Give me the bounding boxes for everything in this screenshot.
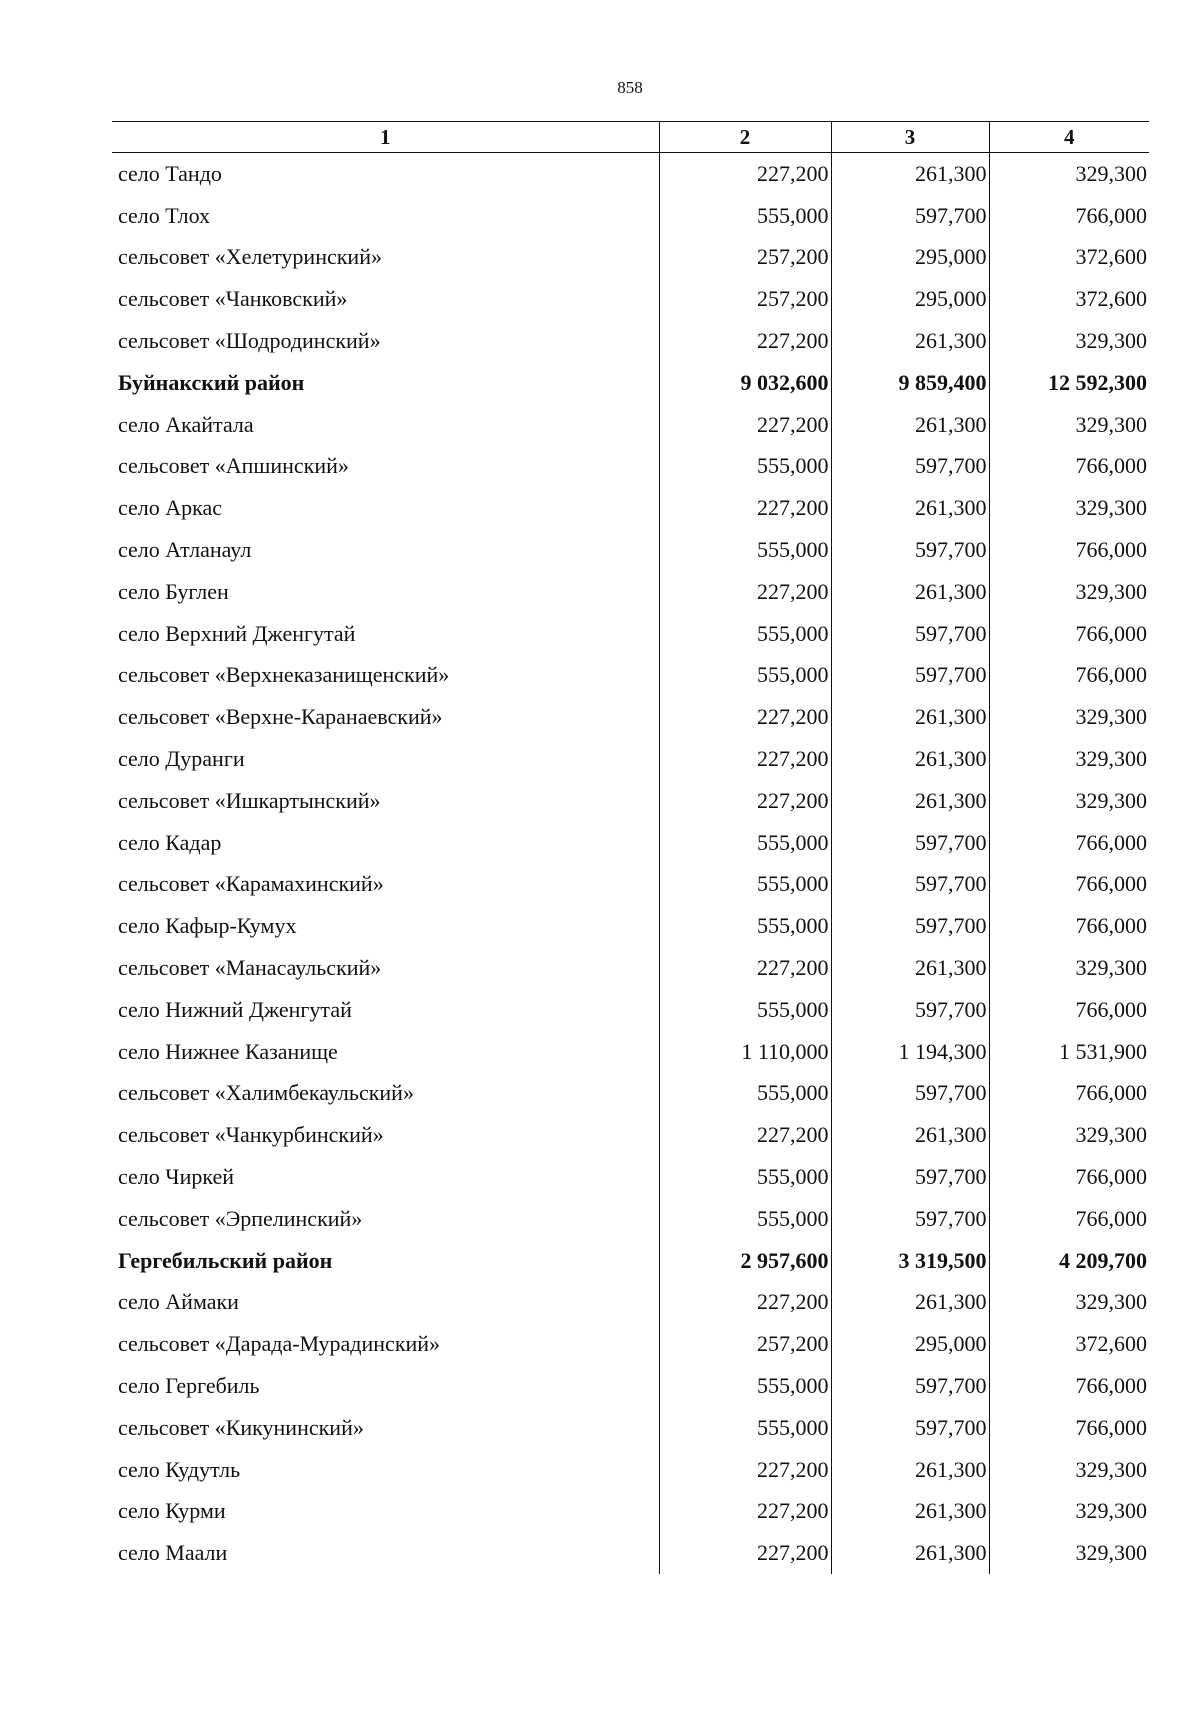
row-value-col4: 329,300 — [989, 1282, 1149, 1324]
row-value-col3: 261,300 — [831, 571, 989, 613]
row-value-col4: 372,600 — [989, 1323, 1149, 1365]
row-value-col4: 329,300 — [989, 1114, 1149, 1156]
row-name-cell: село Чиркей — [118, 1164, 235, 1190]
row-name-cell: Буйнакский район — [118, 369, 305, 395]
row-value-col4: 329,300 — [989, 780, 1149, 822]
row-value-col2: 555,000 — [659, 1407, 831, 1449]
row-value-col3: 295,000 — [831, 278, 989, 320]
row-value-col3: 261,300 — [831, 1532, 989, 1574]
table-row — [112, 1365, 1149, 1407]
row-value-col3: 597,700 — [831, 1156, 989, 1198]
header-row — [112, 122, 1149, 153]
row-name-cell: сельсовет «Верхнеказанищенский» — [118, 662, 450, 688]
row-name-cell: село Кадар — [118, 829, 222, 855]
table-row — [112, 780, 1149, 822]
table-row — [112, 989, 1149, 1031]
row-value-col2: 227,200 — [659, 1114, 831, 1156]
table-row — [112, 320, 1149, 362]
row-value-col2: 555,000 — [659, 905, 831, 947]
row-value-col4: 329,300 — [989, 571, 1149, 613]
row-name-cell: село Аркас — [118, 495, 223, 521]
row-value-col4: 329,300 — [989, 738, 1149, 780]
row-value-col4: 329,300 — [989, 1532, 1149, 1574]
row-value-col3: 261,300 — [831, 1491, 989, 1533]
row-name-cell: сельсовет «Апшинский» — [118, 453, 349, 479]
row-value-col2: 555,000 — [659, 1156, 831, 1198]
row-value-col2: 1 110,000 — [659, 1031, 831, 1073]
row-value-col3: 597,700 — [831, 655, 989, 697]
row-value-col4: 766,000 — [989, 1198, 1149, 1240]
row-value-col4: 329,300 — [989, 1491, 1149, 1533]
row-value-col2: 227,200 — [659, 487, 831, 529]
row-value-col2: 227,200 — [659, 738, 831, 780]
row-name-cell: село Дуранги — [118, 746, 245, 772]
column-header-2: 2 — [659, 122, 831, 153]
row-value-col3: 597,700 — [831, 1198, 989, 1240]
table-header — [112, 122, 1149, 153]
row-value-col3: 3 319,500 — [831, 1240, 989, 1282]
row-value-col4: 4 209,700 — [989, 1240, 1149, 1282]
row-name-cell: сельсовет «Шодродинский» — [118, 328, 381, 354]
row-value-col4: 329,300 — [989, 153, 1149, 195]
row-value-col2: 555,000 — [659, 195, 831, 237]
table-row — [112, 947, 1149, 989]
table-row — [112, 404, 1149, 446]
row-name-cell: Гергебильский район — [118, 1247, 333, 1273]
row-value-col3: 295,000 — [831, 237, 989, 279]
row-value-col3: 597,700 — [831, 905, 989, 947]
table-row — [112, 487, 1149, 529]
row-value-col3: 597,700 — [831, 446, 989, 488]
row-value-col3: 597,700 — [831, 1365, 989, 1407]
table-row — [112, 696, 1149, 738]
table-row — [112, 1031, 1149, 1073]
table-row — [112, 153, 1149, 195]
table-row — [112, 1156, 1149, 1198]
row-value-col3: 261,300 — [831, 738, 989, 780]
column-header-4: 4 — [989, 122, 1149, 153]
table-row — [112, 1449, 1149, 1491]
row-value-col2: 227,200 — [659, 696, 831, 738]
row-name-cell: село Атланаул — [118, 537, 252, 563]
table-row — [112, 1073, 1149, 1115]
row-value-col2: 9 032,600 — [659, 362, 831, 404]
row-value-col2: 227,200 — [659, 947, 831, 989]
row-value-col3: 597,700 — [831, 989, 989, 1031]
row-name-cell: сельсовет «Ишкартынский» — [118, 787, 381, 813]
row-value-col2: 555,000 — [659, 655, 831, 697]
table-row — [112, 1282, 1149, 1324]
row-value-col4: 766,000 — [989, 195, 1149, 237]
table-row — [112, 446, 1149, 488]
row-value-col3: 261,300 — [831, 696, 989, 738]
table-row — [112, 1407, 1149, 1449]
row-value-col4: 766,000 — [989, 905, 1149, 947]
row-value-col3: 597,700 — [831, 1407, 989, 1449]
row-value-col3: 261,300 — [831, 404, 989, 446]
row-value-col2: 257,200 — [659, 1323, 831, 1365]
data-table — [112, 121, 1149, 1574]
table-row — [112, 195, 1149, 237]
row-name-cell: село Нижний Дженгутай — [118, 996, 352, 1022]
row-name-cell: сельсовет «Дарада-Мурадинский» — [118, 1331, 441, 1357]
row-value-col4: 329,300 — [989, 320, 1149, 362]
row-value-col2: 555,000 — [659, 1365, 831, 1407]
row-value-col2: 555,000 — [659, 529, 831, 571]
row-value-col4: 766,000 — [989, 989, 1149, 1031]
row-name-cell: село Акайтала — [118, 411, 254, 437]
row-value-col2: 257,200 — [659, 278, 831, 320]
table-row — [112, 864, 1149, 906]
table-body — [112, 153, 1149, 1575]
row-value-col4: 766,000 — [989, 446, 1149, 488]
row-name-cell: село Курми — [118, 1498, 226, 1524]
row-value-col3: 261,300 — [831, 780, 989, 822]
table-row — [112, 571, 1149, 613]
table-row — [112, 1491, 1149, 1533]
row-value-col3: 9 859,400 — [831, 362, 989, 404]
row-value-col3: 597,700 — [831, 195, 989, 237]
row-name-cell: сельсовет «Манасаульский» — [118, 955, 382, 981]
row-value-col2: 555,000 — [659, 1198, 831, 1240]
row-name-cell: сельсовет «Верхне-Каранаевский» — [118, 704, 443, 730]
row-value-col4: 372,600 — [989, 237, 1149, 279]
row-value-col2: 257,200 — [659, 237, 831, 279]
row-value-col4: 329,300 — [989, 487, 1149, 529]
table-row-district-total — [112, 1240, 1149, 1282]
row-value-col4: 372,600 — [989, 278, 1149, 320]
row-value-col4: 766,000 — [989, 1156, 1149, 1198]
row-value-col3: 261,300 — [831, 320, 989, 362]
row-value-col3: 261,300 — [831, 947, 989, 989]
row-name-cell: село Тлох — [118, 202, 211, 228]
row-name-cell: сельсовет «Эрпелинский» — [118, 1205, 363, 1231]
table-row — [112, 529, 1149, 571]
column-header-1: 1 — [112, 122, 659, 153]
row-value-col4: 766,000 — [989, 864, 1149, 906]
row-name-cell: сельсовет «Хелетуринский» — [118, 244, 382, 270]
row-value-col4: 329,300 — [989, 404, 1149, 446]
row-name-cell: село Кудутль — [118, 1456, 241, 1482]
row-value-col2: 227,200 — [659, 320, 831, 362]
row-value-col2: 227,200 — [659, 780, 831, 822]
column-header-3: 3 — [831, 122, 989, 153]
page-number: 858 — [617, 78, 643, 97]
row-value-col2: 227,200 — [659, 404, 831, 446]
row-name-cell: село Буглен — [118, 578, 229, 604]
row-value-col2: 555,000 — [659, 613, 831, 655]
row-value-col4: 766,000 — [989, 529, 1149, 571]
table-row — [112, 1114, 1149, 1156]
table-row-district-total — [112, 362, 1149, 404]
row-value-col3: 1 194,300 — [831, 1031, 989, 1073]
row-name-cell: сельсовет «Халимбекаульский» — [118, 1080, 414, 1106]
table-row — [112, 1532, 1149, 1574]
row-value-col2: 227,200 — [659, 1282, 831, 1324]
row-value-col2: 227,200 — [659, 1532, 831, 1574]
table-row — [112, 738, 1149, 780]
row-value-col3: 597,700 — [831, 529, 989, 571]
row-name-cell: село Кафыр-Кумух — [118, 913, 297, 939]
row-value-col2: 555,000 — [659, 864, 831, 906]
row-name-cell: село Аймаки — [118, 1289, 239, 1315]
row-value-col2: 555,000 — [659, 1073, 831, 1115]
table-row — [112, 905, 1149, 947]
row-name-cell: сельсовет «Карамахинский» — [118, 871, 384, 897]
row-value-col4: 766,000 — [989, 613, 1149, 655]
row-value-col2: 555,000 — [659, 989, 831, 1031]
table-row — [112, 655, 1149, 697]
table-row — [112, 278, 1149, 320]
row-name-cell: сельсовет «Чанковский» — [118, 286, 348, 312]
row-value-col4: 766,000 — [989, 1073, 1149, 1115]
row-value-col2: 227,200 — [659, 571, 831, 613]
row-value-col4: 329,300 — [989, 947, 1149, 989]
row-value-col4: 1 531,900 — [989, 1031, 1149, 1073]
row-value-col2: 555,000 — [659, 446, 831, 488]
row-value-col3: 597,700 — [831, 822, 989, 864]
table-row — [112, 237, 1149, 279]
row-value-col3: 597,700 — [831, 613, 989, 655]
row-value-col2: 227,200 — [659, 1449, 831, 1491]
row-value-col3: 261,300 — [831, 487, 989, 529]
row-value-col3: 261,300 — [831, 1114, 989, 1156]
row-name-cell: сельсовет «Чанкурбинский» — [118, 1122, 384, 1148]
row-name-cell: село Нижнее Казанище — [118, 1038, 338, 1064]
row-value-col3: 597,700 — [831, 864, 989, 906]
row-value-col4: 766,000 — [989, 822, 1149, 864]
row-value-col2: 555,000 — [659, 822, 831, 864]
row-name-cell: село Гергебиль — [118, 1373, 260, 1398]
row-value-col4: 766,000 — [989, 1407, 1149, 1449]
row-value-col3: 597,700 — [831, 1073, 989, 1115]
row-value-col3: 295,000 — [831, 1323, 989, 1365]
row-name-cell: село Маали — [118, 1540, 228, 1566]
row-name-cell: сельсовет «Кикунинский» — [118, 1414, 364, 1440]
row-name-cell: село Верхний Дженгутай — [118, 620, 356, 646]
row-value-col3: 261,300 — [831, 153, 989, 195]
row-value-col2: 227,200 — [659, 1491, 831, 1533]
row-value-col4: 766,000 — [989, 655, 1149, 697]
row-value-col2: 227,200 — [659, 153, 831, 195]
row-value-col4: 12 592,300 — [989, 362, 1149, 404]
row-value-col3: 261,300 — [831, 1449, 989, 1491]
table-row — [112, 1323, 1149, 1365]
table-row — [112, 613, 1149, 655]
table-row — [112, 1198, 1149, 1240]
row-value-col4: 766,000 — [989, 1365, 1149, 1407]
row-name-cell: село Тандо — [118, 160, 222, 186]
row-value-col4: 329,300 — [989, 1449, 1149, 1491]
row-value-col4: 329,300 — [989, 696, 1149, 738]
table-row — [112, 822, 1149, 864]
row-value-col2: 2 957,600 — [659, 1240, 831, 1282]
row-value-col3: 261,300 — [831, 1282, 989, 1324]
